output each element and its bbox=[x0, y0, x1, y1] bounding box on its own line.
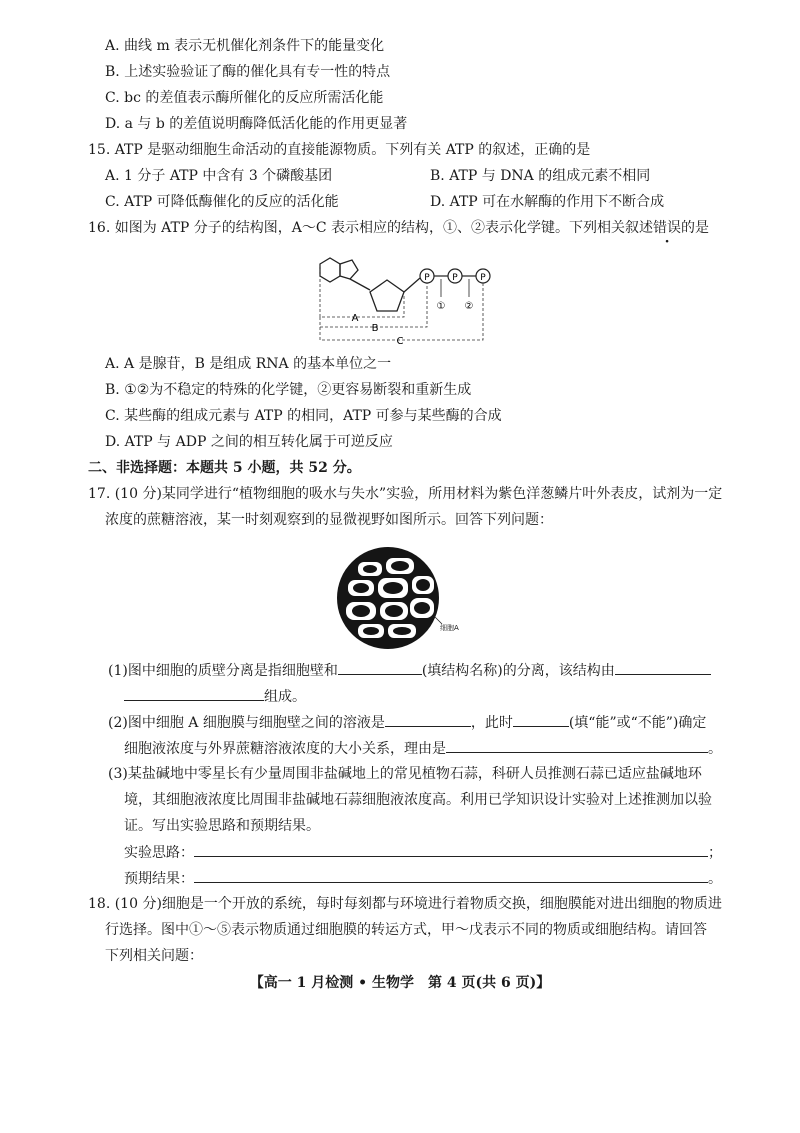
q17-sub1-text-c: 组成。 bbox=[264, 689, 306, 705]
page-footer: 【高一 1 月检测 • 生物学 第 4 页(共 6 页)】 bbox=[249, 975, 551, 991]
experiment-idea-label: 实验思路： bbox=[124, 845, 194, 861]
bracket-a bbox=[320, 264, 404, 317]
q16-option-c: C. 某些酶的组成元素与 ATP 的相同，ATP 可参与某些酶的合成 bbox=[105, 408, 502, 424]
q15-option-c: C. ATP 可降低酶催化的反应的活化能 bbox=[105, 194, 339, 210]
adenine-ring-5 bbox=[340, 260, 358, 279]
q18-line1: 18. (10 分)细胞是一个开放的系统，每时每刻都与环境进行着物质交换，细胞膜能对进出细胞的物质进 bbox=[88, 896, 722, 912]
q17-sub2-cont bbox=[124, 738, 722, 759]
q17-sub2 bbox=[108, 712, 706, 733]
ribose-ring bbox=[370, 280, 404, 311]
q17-sub3-line1: (3)某盐碱地中零星长有少量周围非盐碱地上的常见植物石蒜，科研人员推测石蒜已适应盐碱地环 bbox=[108, 766, 702, 782]
q17-sub1-cont bbox=[124, 686, 306, 707]
glycosidic-bond bbox=[350, 279, 370, 290]
q18-line2: 行选择。图中①～⑤表示物质通过细胞膜的转运方式，甲～戊表示不同的物质或细胞结构。请回答 bbox=[105, 922, 707, 938]
ribose-to-phosphate bbox=[404, 278, 420, 292]
q16-option-d: D. ATP 与 ADP 之间的相互转化属于可逆反应 bbox=[105, 434, 393, 450]
bracket-b-label: B bbox=[371, 323, 379, 334]
q15-stem: 15. ATP 是驱动细胞生命活动的直接能源物质。下列有关 ATP 的叙述，正确的是 bbox=[88, 142, 591, 158]
section-heading: 二、非选择题：本题共 5 小题，共 52 分。 bbox=[88, 460, 361, 476]
bracket-a-label: A bbox=[351, 313, 359, 324]
q14-option-c: C. bc 的差值表示酶所催化的反应所需活化能 bbox=[105, 90, 384, 106]
q17-intro-line2: 浓度的蔗糖溶液，某一时刻观察到的显微视野如图所示。回答下列问题： bbox=[105, 512, 553, 528]
experiment-idea-end: ； bbox=[708, 845, 722, 861]
q17-expected-result bbox=[124, 868, 722, 889]
q15-option-a: A. 1 分子 ATP 中含有 3 个磷酸基团 bbox=[105, 168, 333, 184]
expected-result-label: 预期结果： bbox=[124, 871, 194, 887]
answer-blank-1[interactable] bbox=[338, 660, 422, 675]
microscope-field-diagram bbox=[336, 546, 466, 650]
bond-2-label: ② bbox=[464, 301, 474, 312]
q17-sub3-line2: 境，其细胞液浓度比周围非盐碱地石蒜细胞液浓度高。利用已学知识设计实验对上述推测加以验 bbox=[124, 792, 712, 808]
q17-sub2-text-c: (填“能”或“不能”)确定 bbox=[568, 715, 707, 731]
q16-stem-part1: 16. 如图为 ATP 分子的结构图，A～C 表示相应的结构，①、②表示化学键。下列相关叙述 bbox=[88, 220, 653, 236]
atp-structure-diagram bbox=[300, 250, 520, 350]
phosphate-2-label: P bbox=[452, 273, 458, 283]
answer-blank-6[interactable] bbox=[446, 738, 708, 753]
q17-sub2-text-a: (2)图中细胞 A 细胞膜与细胞壁之间的溶液是 bbox=[108, 715, 385, 731]
q16-option-b: B. ①②为不稳定的特殊的化学键，②更容易断裂和重新生成 bbox=[105, 382, 472, 398]
phosphate-1-label: P bbox=[424, 273, 430, 283]
q17-sub1 bbox=[108, 660, 711, 681]
cell-a-label: 细胞A bbox=[440, 624, 459, 632]
answer-blank-2[interactable] bbox=[615, 660, 711, 675]
bond-1-label: ① bbox=[436, 301, 446, 312]
q14-option-d: D. a 与 b 的差值说明酶降低活化能的作用更显著 bbox=[105, 116, 408, 132]
q16-stem-emphasis: 错误 bbox=[653, 220, 681, 236]
q17-experiment-idea bbox=[124, 842, 722, 863]
q17-sub1-text-b: (填结构名称)的分离，该结构由 bbox=[421, 663, 615, 679]
answer-blank-4[interactable] bbox=[385, 712, 471, 727]
q16-stem bbox=[88, 218, 709, 238]
answer-blank-3[interactable] bbox=[124, 686, 264, 701]
expected-result-end: 。 bbox=[708, 871, 722, 887]
q16-stem-part2: 的是 bbox=[681, 220, 709, 236]
bracket-c-label: C bbox=[396, 336, 404, 347]
bracket-c bbox=[320, 283, 483, 340]
answer-blank-8[interactable] bbox=[194, 868, 708, 883]
adenine-ring-6 bbox=[320, 258, 340, 282]
q15-option-d: D. ATP 可在水解酶的作用下不断合成 bbox=[430, 194, 665, 210]
q15-option-b: B. ATP 与 DNA 的组成元素不相同 bbox=[430, 168, 651, 184]
q17-sub2-text-d: 细胞液浓度与外界蔗糖溶液浓度的大小关系，理由是 bbox=[124, 741, 446, 757]
q17-sub3-line3: 证。写出实验思路和预期结果。 bbox=[124, 818, 320, 834]
q18-line3: 下列相关问题： bbox=[105, 948, 203, 964]
q17-sub2-text-e: 。 bbox=[708, 741, 722, 757]
q14-option-b: B. 上述实验验证了酶的催化具有专一性的特点 bbox=[105, 64, 391, 80]
q16-option-a: A. A 是腺苷，B 是组成 RNA 的基本单位之一 bbox=[105, 356, 392, 372]
answer-blank-7[interactable] bbox=[194, 842, 708, 857]
answer-blank-5[interactable] bbox=[513, 712, 569, 727]
phosphate-3-label: P bbox=[480, 273, 486, 283]
q17-intro-line1: 17. (10 分)某同学进行“植物细胞的吸水与失水”实验，所用材料为紫色洋葱鳞片叶外表皮，试剂为一定 bbox=[88, 486, 723, 502]
q17-sub2-text-b: ，此时 bbox=[470, 715, 513, 731]
q14-option-a: A. 曲线 m 表示无机催化剂条件下的能量变化 bbox=[105, 38, 385, 54]
q17-sub1-text-a: (1)图中细胞的质壁分离是指细胞壁和 bbox=[108, 663, 338, 679]
